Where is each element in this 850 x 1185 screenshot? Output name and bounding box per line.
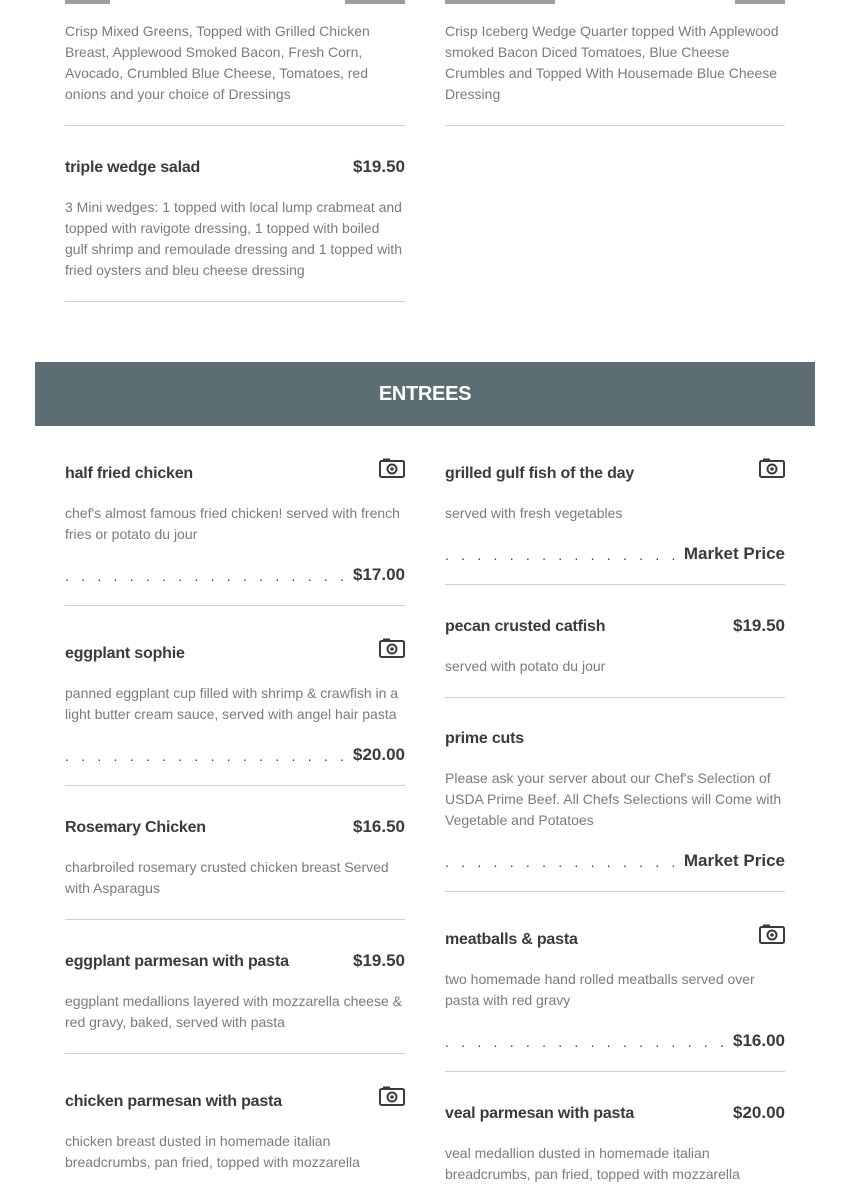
- menu-item-description: chicken breast dusted in homemade italian breadcrumbs, pan fried, topped with mozzarella: [65, 1133, 360, 1170]
- cutoff-item-name-right: [445, 0, 555, 4]
- cutoff-item-price-right: [735, 0, 785, 4]
- price-leader: [445, 544, 785, 564]
- item-divider: [65, 125, 405, 126]
- menu-item-description: charbroiled rosemary crusted chicken breast Served with Asparagus: [65, 859, 389, 896]
- menu-item-price: $20.00: [353, 745, 405, 764]
- menu-item-name[interactable]: eggplant sophie: [65, 645, 185, 662]
- camera-icon[interactable]: [379, 638, 405, 658]
- menu-item-description: two homemade hand rolled meatballs served over pasta with red gravy: [445, 971, 755, 1008]
- section-header-entrees: ENTREES: [35, 362, 815, 426]
- menu-item-price: $16.50: [353, 817, 405, 836]
- item-divider: [445, 125, 785, 126]
- menu-item-name[interactable]: chicken parmesan with pasta: [65, 1093, 282, 1110]
- menu-item-price: $19.50: [353, 157, 405, 176]
- item-divider: [65, 1053, 405, 1054]
- menu-item-price: $17.00: [353, 565, 405, 584]
- camera-icon[interactable]: [759, 924, 785, 944]
- menu-item-price: Market Price: [683, 544, 785, 563]
- menu-item-description: panned eggplant cup filled with shrimp & crawfish in a light butter cream sauce, served with angel hair pasta: [65, 685, 399, 722]
- menu-item-price: Market Price: [683, 851, 785, 870]
- item-divider: [445, 697, 785, 698]
- menu-item-description: eggplant medallions layered with mozzarella cheese & red gravy, baked, served with pasta: [65, 993, 402, 1030]
- item-divider: [65, 919, 405, 920]
- leader-dots: [65, 747, 353, 765]
- price-leader: [445, 851, 785, 871]
- menu-item-price: $19.50: [733, 616, 785, 635]
- item-divider: [65, 785, 405, 786]
- menu-item-name[interactable]: eggplant parmesan with pasta: [65, 953, 289, 970]
- leader-dots: [65, 567, 353, 585]
- menu-item-description: served with fresh vegetables: [445, 505, 623, 521]
- price-leader: [65, 565, 405, 585]
- menu-item-name[interactable]: Rosemary Chicken: [65, 819, 206, 836]
- camera-icon[interactable]: [759, 458, 785, 478]
- price-leader: [445, 1031, 785, 1051]
- menu-item-description: veal medallion dusted in homemade italian breadcrumbs, pan fried, topped with mozzarella: [445, 1145, 740, 1182]
- menu-item-description: Crisp Mixed Greens, Topped with Grilled Chicken Breast, Applewood Smoked Bacon, Fresh Corn, Avocado, Crumbled Blue Cheese, Tomatoes, red onions and your choice of Dressings: [65, 23, 370, 102]
- item-divider: [65, 605, 405, 606]
- item-divider: [65, 301, 405, 302]
- camera-icon[interactable]: [379, 1086, 405, 1106]
- leader-dots: [445, 853, 684, 871]
- menu-item-name[interactable]: grilled gulf fish of the day: [445, 465, 635, 482]
- menu-item-name[interactable]: veal parmesan with pasta: [445, 1105, 635, 1122]
- menu-item-description: chef's almost famous fried chicken! served with french fries or potato du jour: [65, 505, 400, 542]
- menu-item-price: $19.50: [353, 951, 405, 970]
- menu-item-name[interactable]: meatballs & pasta: [445, 931, 578, 948]
- item-divider: [445, 584, 785, 585]
- leader-dots: [445, 1033, 733, 1051]
- menu-item-description: Please ask your server about our Chef's Selection of USDA Prime Beef. All Chefs Selections will Come with Vegetable and Potatoes: [445, 770, 782, 828]
- menu-item-name[interactable]: prime cuts: [445, 730, 524, 747]
- camera-icon[interactable]: [379, 458, 405, 478]
- menu-item-description: Crisp Iceberg Wedge Quarter topped With Applewood smoked Bacon Diced Tomatoes, Blue Cheese Crumbles and Topped With Housemade Blue Cheese Dressing: [445, 23, 779, 102]
- menu-item-price: $20.00: [733, 1103, 785, 1122]
- item-divider: [445, 891, 785, 892]
- menu-item-name[interactable]: half fried chicken: [65, 465, 193, 482]
- menu-item-price: $16.00: [733, 1031, 785, 1050]
- leader-dots: [445, 546, 684, 564]
- cutoff-item-name-left: [65, 0, 110, 4]
- price-leader: [65, 745, 405, 765]
- cutoff-item-price-left: [345, 0, 405, 4]
- menu-item-name[interactable]: pecan crusted catfish: [445, 618, 606, 635]
- menu-item-name[interactable]: triple wedge salad: [65, 159, 201, 176]
- menu-item-description: served with potato du jour: [445, 658, 606, 674]
- item-divider: [445, 1071, 785, 1072]
- menu-item-description: 3 Mini wedges: 1 topped with local lump crabmeat and topped with ravigote dressing, 1 topped with boiled gulf shrimp and remoulade dressing and 1 topped with fried oysters and bleu cheese dressing: [65, 199, 402, 278]
